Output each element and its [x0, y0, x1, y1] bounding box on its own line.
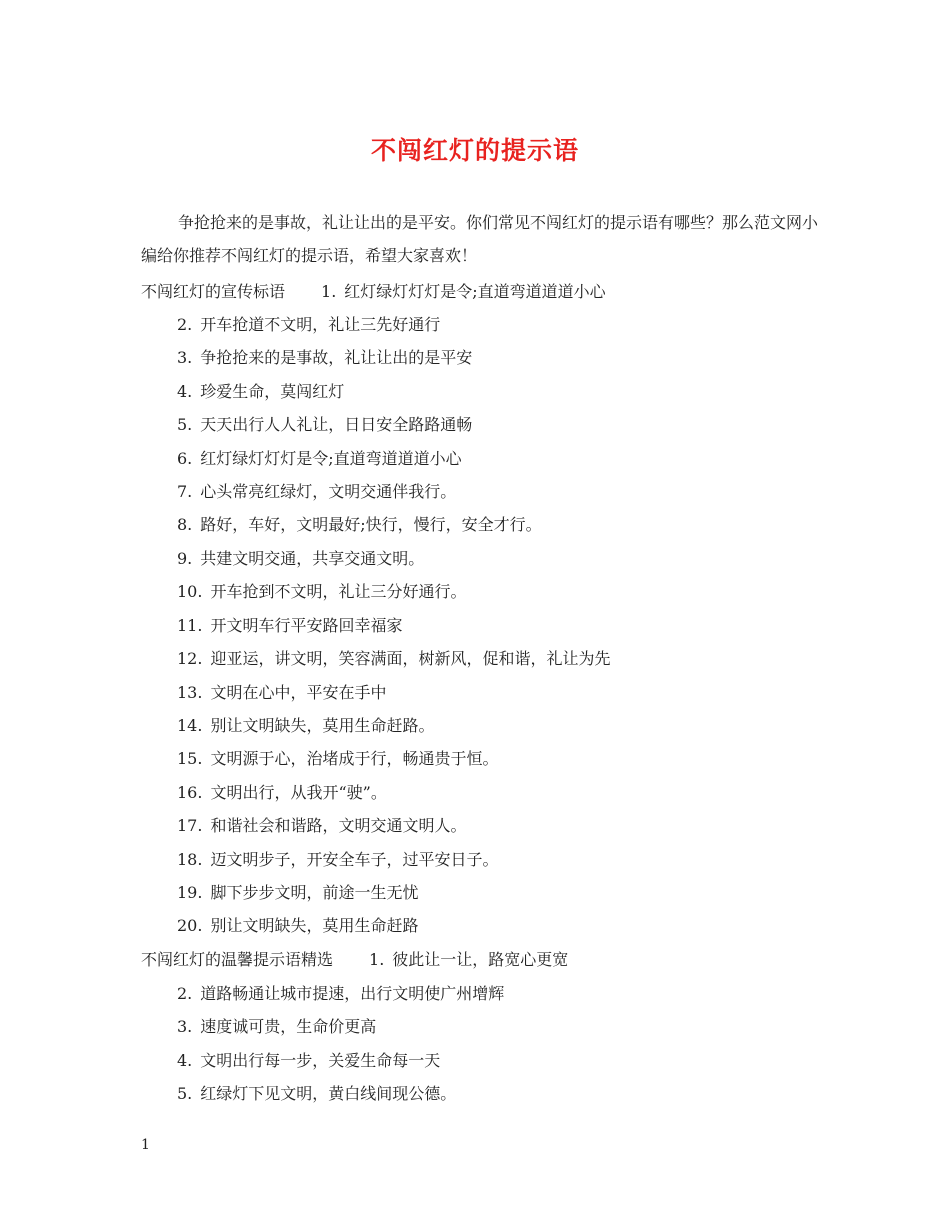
list-item — [177, 1016, 376, 1038]
section2-heading-line — [141, 949, 568, 971]
list-item-number: 18. — [177, 850, 203, 869]
list-item — [177, 682, 386, 704]
list-item-text: 迈文明步子，开安全车子，过平安日子。 — [210, 850, 499, 869]
list-item-number: 3. — [177, 1017, 193, 1036]
list-item — [177, 915, 418, 937]
list-item — [177, 1083, 456, 1105]
list-item-text: 道路畅通让城市提速，出行文明使广州增辉 — [200, 984, 505, 1003]
list-item — [177, 882, 418, 904]
list-item — [177, 481, 456, 503]
list-item-text: 脚下步步文明，前途一生无忧 — [210, 883, 419, 902]
list-item-number: 2. — [177, 984, 193, 1003]
list-item-text: 珍爱生命，莫闯红灯 — [200, 382, 345, 401]
list-item — [177, 347, 472, 369]
list-item — [177, 849, 498, 871]
list-item — [177, 748, 498, 770]
list-item-number: 2. — [177, 315, 193, 334]
list-item-text: 迎亚运，讲文明，笑容满面，树新风，促和谐，礼让为先 — [210, 649, 611, 668]
list-item-text: 文明出行，从我开“驶”。 — [210, 783, 387, 802]
list-item-number: 6. — [177, 449, 193, 468]
list-item-number: 19. — [177, 883, 203, 902]
list-item-text: 红灯绿灯灯灯是令;直道弯道道道小心 — [200, 449, 462, 468]
list-item-number: 10. — [177, 582, 203, 601]
list-item-number: 14. — [177, 716, 203, 735]
list-item — [177, 414, 472, 436]
list-item-number: 3. — [177, 348, 193, 367]
list-item-text: 共建文明交通，共享交通文明。 — [200, 549, 425, 568]
section2-heading: 不闯红灯的温馨提示语精选 — [141, 950, 334, 969]
list-item-number: 16. — [177, 783, 203, 802]
list-item — [177, 314, 440, 336]
list-item-text: 路好，车好，文明最好;快行，慢行，安全才行。 — [200, 515, 542, 534]
list-item-number: 8. — [177, 515, 193, 534]
list-item — [177, 581, 466, 603]
list-item-number: 20. — [177, 916, 203, 935]
list-item-number: 1. — [321, 282, 337, 301]
list-item-text: 开文明车行平安路回幸福家 — [210, 616, 403, 635]
list-item — [177, 448, 462, 470]
list-item — [177, 782, 387, 804]
list-item-number: 12. — [177, 649, 203, 668]
list-item — [177, 983, 504, 1005]
list-item-text: 心头常亮红绿灯，文明交通伴我行。 — [200, 482, 457, 501]
list-item-text: 开车抢道不文明，礼让三先好通行 — [200, 315, 441, 334]
list-item-text: 争抢抢来的是事故，礼让让出的是平安 — [200, 348, 473, 367]
list-item-text: 文明出行每一步，关爱生命每一天 — [200, 1051, 441, 1070]
intro-paragraph: 争抢抢来的是事故，礼让让出的是平安。你们常见不闯红灯的提示语有哪些？那么范文网小编给你推荐不闯红灯的提示语，希望大家喜欢！ — [141, 213, 819, 265]
list-item — [177, 548, 424, 570]
list-item — [177, 815, 466, 837]
list-item — [177, 715, 434, 737]
list-item-text: 文明在心中，平安在手中 — [210, 683, 387, 702]
list-item — [177, 615, 402, 637]
list-item-text: 速度诚可贵，生命价更高 — [200, 1017, 377, 1036]
list-item-text: 和谐社会和谐路，文明交通文明人。 — [210, 816, 467, 835]
list-item-number: 9. — [177, 549, 193, 568]
list-item-number: 13. — [177, 683, 203, 702]
list-item — [177, 514, 542, 536]
list-item-text: 天天出行人人礼让，日日安全路路通畅 — [200, 415, 473, 434]
list-item-text: 红绿灯下见文明，黄白线间现公德。 — [200, 1084, 457, 1103]
list-item-number: 5. — [177, 415, 193, 434]
list-item-text: 红灯绿灯灯灯是令;直道弯道道道小心 — [344, 282, 606, 301]
list-item-number: 15. — [177, 749, 203, 768]
list-item-number: 7. — [177, 482, 193, 501]
page-number: 1 — [141, 1137, 150, 1153]
list-item — [177, 1050, 440, 1072]
list-item — [177, 648, 610, 670]
section1-heading: 不闯红灯的宣传标语 — [141, 282, 286, 301]
list-item-text: 别让文明缺失，莫用生命赶路 — [210, 916, 419, 935]
list-item-number: 5. — [177, 1084, 193, 1103]
section1-heading-line — [141, 281, 606, 303]
list-item-text: 别让文明缺失，莫用生命赶路。 — [210, 716, 435, 735]
list-item-number: 11. — [177, 616, 203, 635]
list-item-text: 文明源于心，治堵成于行，畅通贵于恒。 — [210, 749, 499, 768]
list-item-number: 17. — [177, 816, 203, 835]
list-item-text: 彼此让一让，路宽心更宽 — [392, 950, 569, 969]
list-item-number: 4. — [177, 382, 193, 401]
list-item-number: 1. — [369, 950, 385, 969]
list-item-number: 4. — [177, 1051, 193, 1070]
document-title: 不闯红灯的提示语 — [370, 136, 579, 165]
list-item-text: 开车抢到不文明，礼让三分好通行。 — [210, 582, 467, 601]
list-item — [177, 381, 344, 403]
